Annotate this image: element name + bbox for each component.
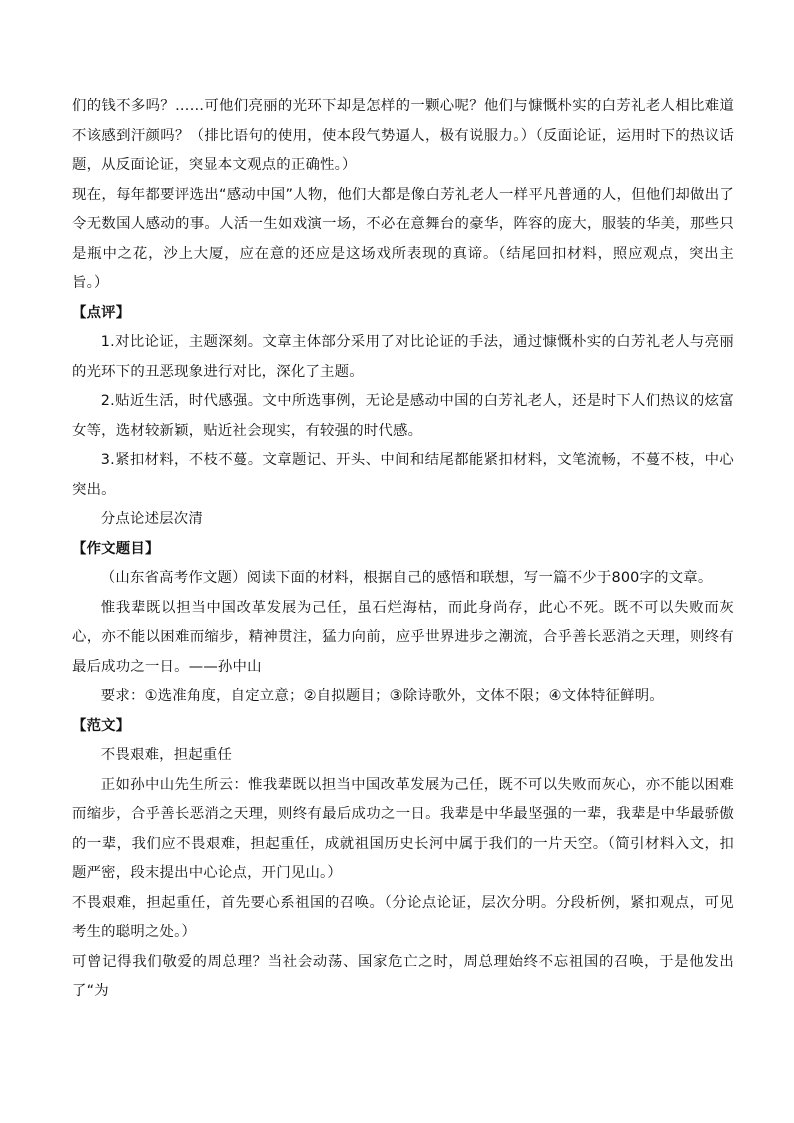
topic-material-quote: 惟我辈既以担当中国改革发展为己任，虽石烂海枯，而此身尚存，此心不死。既不可以失败而灰心，亦不能以困难而缩步，精神贯注，猛力向前，应乎世界进步之潮流，合乎善长恶消之天理，则终有最后成功之一日。——孙中山 <box>72 599 734 675</box>
topic-instruction: （山东省高考作文题）阅读下面的材料，根据自己的感悟和联想，写一篇不少于800字的文章。 <box>100 570 713 586</box>
paragraph-continuation: 们的钱不多吗？……可他们亮丽的光环下却是怎样的一颗心呢？他们与慷慨朴实的白芳礼老人相比难道不该感到汗颜吗？（排比语句的使用，使本段气势逼人，极有说服力。）（反面论证，运用时下的热议话题，从反面论证，突显本文观点的正确性。） <box>72 98 734 173</box>
essay-paragraph-2: 不畏艰难，担起重任，首先要心系祖国的召唤。（分论点论证，层次分明。分段析例，紧扣观点，可见考生的聪明之处。） <box>72 894 734 940</box>
topic-requirements: 要求：①选准角度，自定立意；②自拟题目；③除诗歌外，文体不限；④文体特征鲜明。 <box>100 688 664 704</box>
essay-paragraph-1: 正如孙中山先生所云：惟我辈既以担当中国改革发展为己任，既不可以失败而灰心，亦不能以困难而缩步，合乎善长恶消之天理，则终有最后成功之一日。我辈是中华最坚强的一辈，我辈是中华最骄傲的一辈，我们应不畏艰难，担起重任，成就祖国历史长河中属于我们的一片天空。（简引材料入文，扣题严密，段末提出中心论点，开门见山。） <box>72 776 734 881</box>
heading-essay-topic: 【作文题目】 <box>72 540 160 557</box>
heading-model-essay: 【范文】 <box>72 717 131 734</box>
comment-point-1: 1.对比论证，主题深刻。文章主体部分采用了对比论证的手法，通过慷慨朴实的白芳礼老人与亮丽的光环下的丑恶现象进行对比，深化了主题。 <box>72 334 734 380</box>
essay-title: 不畏艰难，担起重任 <box>100 747 233 763</box>
comment-point-3: 3.紧扣材料，不枝不蔓。文章题记、开头、中间和结尾都能紧扣材料，文笔流畅，不蔓不枝，中心突出。 <box>72 452 734 498</box>
heading-comment: 【点评】 <box>72 304 131 321</box>
comment-point-2: 2.贴近生活，时代感强。文中所选事例，无论是感动中国的白芳礼老人，还是时下人们热议的炫富女等，选材较新颖，贴近社会现实，有较强的时代感。 <box>72 393 734 439</box>
essay-paragraph-3: 可曾记得我们敬爱的周总理？当社会动荡、国家危亡之时，周总理始终不忘祖国的召唤，于是他发出了“为 <box>72 953 734 999</box>
section-title: 分点论述层次清 <box>100 511 203 527</box>
paragraph-conclusion: 现在，每年都要评选出“感动中国”人物，他们大都是像白芳礼老人一样平凡普通的人，但他们却做出了令无数国人感动的事。人活一生如戏演一场，不必在意舞台的豪华，阵容的庞大，服装的华美，那些只是瓶中之花，沙上大厦，应在意的还应是这场戏所表现的真谛。（结尾回扣材料，照应观点，突出主旨。） <box>72 186 734 291</box>
